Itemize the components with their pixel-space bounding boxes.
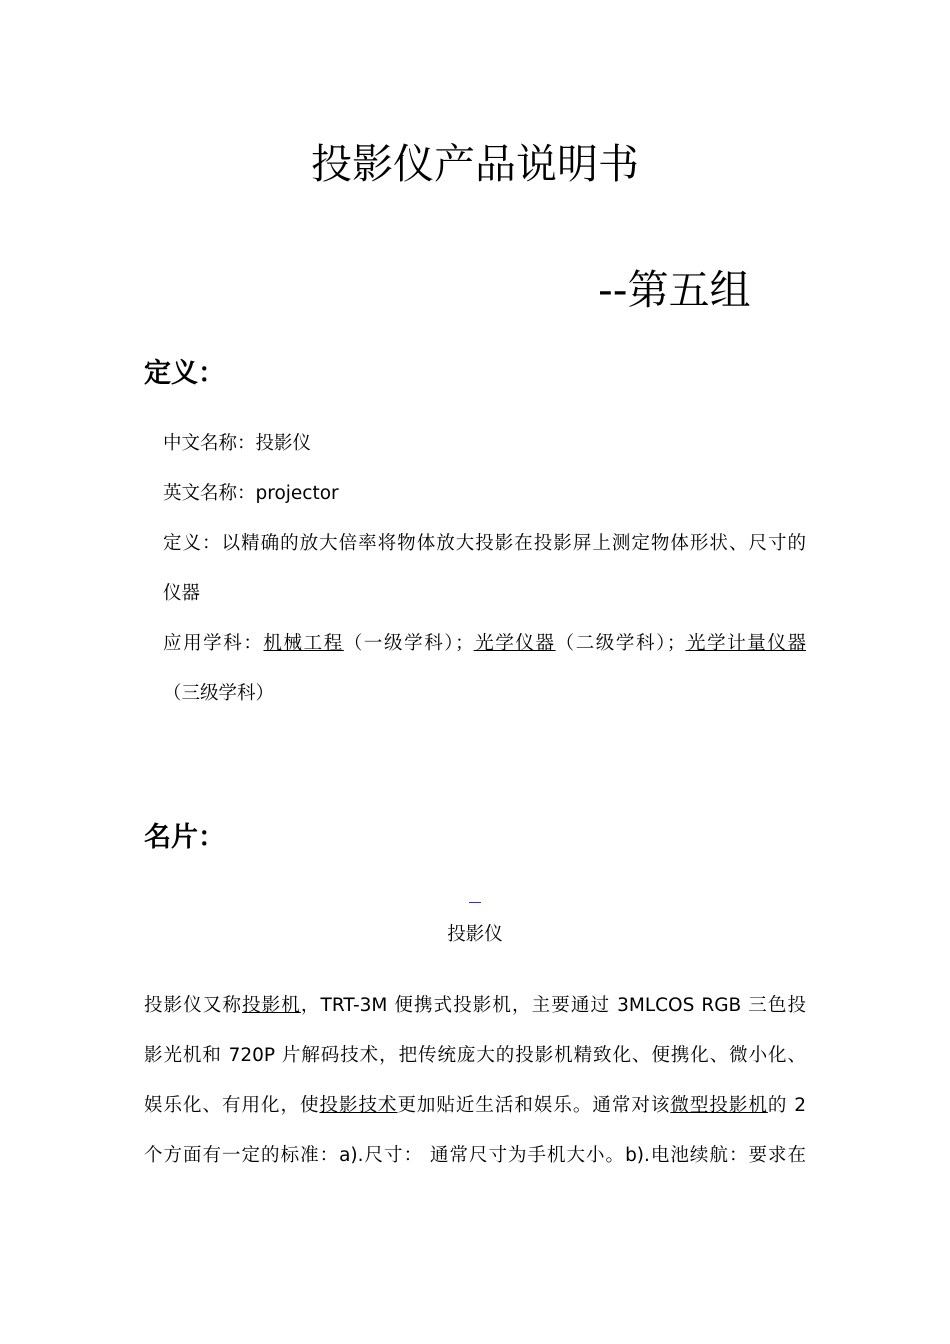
paragraph-text: 更加贴近生活和娱乐。通常对该 [397,1095,671,1116]
link-optical-metrology-instruments[interactable]: 光学计量仪器 [685,633,806,654]
discipline-line-2: （三级学科） [163,683,275,704]
link-projector[interactable]: 投影机 [242,995,301,1016]
discipline-level-2: （二级学科）； [555,633,686,654]
definition-line-2: 仪器 [163,583,201,604]
document-title: 投影仪产品说明书 [311,140,639,188]
paragraph-text: 投影仪又称 [144,995,243,1016]
english-name-line: 英文名称：projector [163,483,339,504]
link-projection-technology[interactable]: 投影技术 [319,1095,398,1116]
paragraph-text: ，TRT-3M 便携式投影机，主要通过 3MLCOS RGB 三色投 [300,995,806,1016]
document-subtitle: --第五组 [598,266,751,314]
image-caption: 投影仪 [447,924,503,945]
paragraph-text: 的 2 [767,1095,806,1116]
link-optical-instruments[interactable]: 光学仪器 [473,633,556,654]
projector-image [469,902,481,903]
link-mechanical-engineering[interactable]: 机械工程 [263,633,344,654]
card-heading: 名片： [144,822,225,853]
chinese-name-line: 中文名称：投影仪 [163,433,312,454]
link-micro-projector[interactable]: 微型投影机 [670,1095,768,1116]
definition-line-1: 定义：以精确的放大倍率将物体放大投影在投影屏上测定物体形状、尺寸的 [163,533,806,554]
definition-heading: 定义： [144,358,225,389]
paragraph-line-1 [144,991,806,1021]
paragraph-line-2: 影光机和 720P 片解码技术，把传统庞大的投影机精致化、便携化、微小化、 [144,1045,806,1066]
paragraph-line-4: 个方面有一定的标准：a).尺寸： 通常尺寸为手机大小。b).电池续航：要求在 [144,1145,806,1166]
discipline-line-1 [163,629,806,659]
paragraph-text: 娱乐化、有用化，使 [144,1095,320,1116]
paragraph-line-3 [144,1091,806,1121]
discipline-prefix: 应用学科： [163,633,264,654]
discipline-level-1: （一级学科）； [343,633,474,654]
